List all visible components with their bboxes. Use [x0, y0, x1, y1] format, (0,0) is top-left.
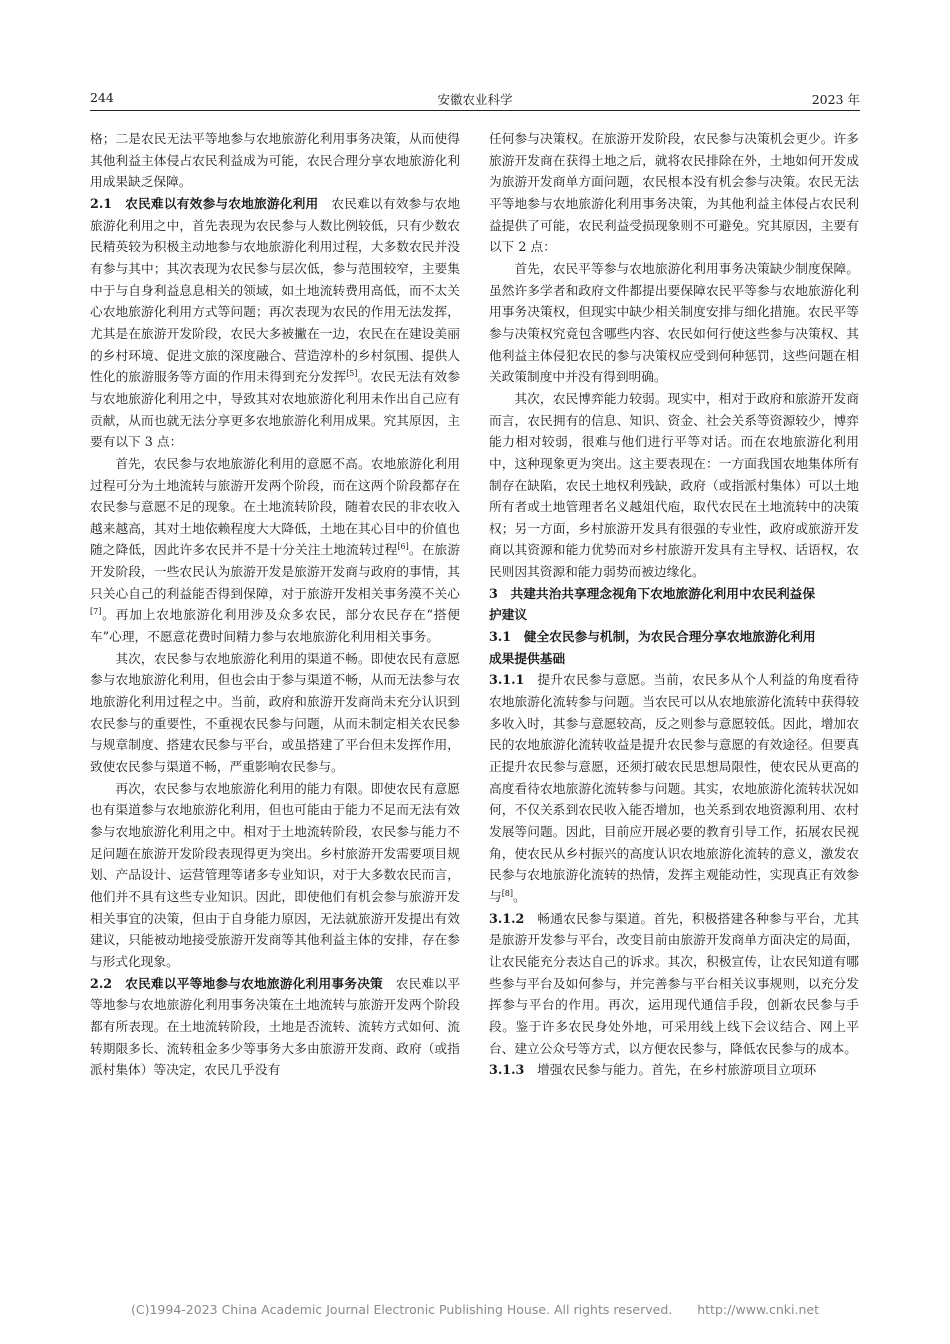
section-3-heading-line-2: 护建议 — [489, 607, 528, 623]
citation-8: [8] — [501, 888, 514, 898]
left-column — [90, 128, 460, 1081]
section-3-heading-line-1: 3 共建共治共享理念视角下农地旅游化利用中农民利益保 — [489, 585, 816, 601]
section-2-2-text: 农民难以平等地参与农地旅游化利用事务决策在土地流转与旅游开发两个阶段都有所表现。在土地流转阶段，土地是否流转、流转方式如何、流转期限多长、流转租金多少等事务大多由旅游开发商、政府（或指派村集体）等决定，农民几乎没有 — [90, 975, 461, 1078]
section-3-1-2-number: 3.1.2 — [489, 910, 525, 926]
citation-7: [7] — [90, 607, 102, 617]
reason-1-text-3: 。再加上农地旅游化利用涉及众多农民，部分农民存在“搭便车”心理，不愿意花费时间精力参与农地旅游化利用相关事务。 — [90, 607, 460, 645]
paragraph-cause-1: 首先，农民平等参与农地旅游化利用事务决策缺少制度保障。虽然许多学者和政府文件都提出要保障农民平等参与农地旅游化利用事务决策权，但现实中缺少相关制度安排与细化措施。农民平等参与决策权究竟包含哪些内容、农民如何行使这些参与决策权、其他利益主体侵犯农民的参与决策权应受到何种惩罚，这些问题在相关政策制度中并没有得到明确。 — [489, 260, 859, 385]
paragraph-reason-1 — [90, 453, 460, 648]
section-3-1-heading-line-1: 3.1 健全农民参与机制，为农民合理分享农地旅游化利用 — [489, 629, 816, 645]
section-3-1-3 — [489, 1059, 859, 1081]
section-3-1-1-text: 提升农民参与意愿。当前，农民多从个人利益的角度看待农地旅游化流转参与问题。当农民可以从农地旅游化流转中获得较多收入时，其参与意愿较高，反之则参与意愿较低。因此，增加农民的农地旅游化流转收益是提升农民参与意愿的有效途径。但要真正提升农民参与意愿，还须打破农民思想局限性，使农民从更高的高度看待农地旅游化流转参与问题。其实，农地旅游化流转状况如何，不仅关系到农民收入能否增加，也关系到农地资源利用、农村发展等问题。因此，目前应开展必要的教育引导工作，拓展农民视角，使农民从乡村振兴的高度认识农地旅游化流转的意义，激发农民参与农地旅游化流转的热情，发挥主观能动性，实现真正有效参与 — [489, 672, 859, 904]
page-number: 244 — [90, 90, 114, 105]
section-2-2 — [90, 973, 460, 1081]
section-2-1-text: 农民难以有效参与农地旅游化利用之中，首先表现为农民参与人数比例较低，只有少数农民精英较为积极主动地参与农地旅游化利用过程，大多数农民并没有参与其中；其次表现为农民参与层次低，参与范围较窄，主要集中于与自身利益息息相关的领域，如土地流转费用高低，而不太关心农地旅游化利用方式等问题；再次表现为农民的作用无法发挥，尤其是在旅游开发阶段，农民大多被撇在一边，农民在在建设美丽的乡村环境、促进文旅的深度融合、营造淳朴的乡村氛围、提供人性化的旅游服务等方面的作用未得到充分发挥 — [90, 195, 461, 385]
paragraph-reason-2: 其次，农民参与农地旅游化利用的渠道不畅。即使农民有意愿参与农地旅游化利用，但也会由于参与渠道不畅，从而无法参与农地旅游化利用过程之中。当前，政府和旅游开发商尚未充分认识到农民参与的重要性，不重视农民参与问题，从而未制定相关农民参与规章制度、搭建农民参与平台，或虽搭建了平台但未发挥作用，致使农民参与渠道不畅，严重影响农民参与。 — [90, 650, 460, 775]
section-3-1-3-text: 增强农民参与能力。首先，在乡村旅游项目立项环 — [524, 1062, 817, 1078]
section-2-1 — [90, 193, 460, 453]
section-3-1-heading-line-2: 成果提供基础 — [489, 650, 566, 666]
section-2-2-heading: 2.2 农民难以平等地参与农地旅游化利用事务决策 — [90, 975, 383, 991]
reason-1-text: 首先，农民参与农地旅游化利用的意愿不高。农地旅游化利用过程可分为土地流转与旅游开发两个阶段，而在这两个阶段都存在农民参与意愿不足的现象。在土地流转阶段，随着农民的非农收入越来越高，其对土地依赖程度大大降低，土地在其心目中的价值也随之降低，因此许多农民并不是十分关注土地流转过程 — [90, 455, 460, 558]
section-3-1-2-text: 畅通农民参与渠道。首先，积极搭建各种参与平台，尤其是旅游开发参与平台，改变目前由旅游开发商单方面决定的局面，让农民能充分表达自己的诉求。其次，积极宣传，让农民知道有哪些参与平台及如何参与，并完善参与平台相关议事规则，以充分发挥参与平台的作用。再次，运用现代通信手段，创新农民参与手段。鉴于许多农民身处外地，可采用线上线下会议结合、网上平台、建立公众号等方式，以方便农民参与，降低农民参与的成本。 — [489, 910, 859, 1056]
paragraph-reason-3: 再次，农民参与农地旅游化利用的能力有限。即使农民有意愿也有渠道参与农地旅游化利用，但也可能由于能力不足而无法有效参与农地旅游化利用之中。相对于土地流转阶段，农民参与能力不足问题在旅游开发阶段表现得更为突出。乡村旅游开发需要项目规划、产品设计、运营管理等诸多专业知识，对于大多数农民而言，他们并不具有这些专业知识。因此，即使他们有机会参与旅游开发相关事宜的决策，但由于自身能力原因，无法就旅游开发提出有效建议，只能被动地接受旅游开发商等其他利益主体的安排，存在参与形式化现象。 — [90, 780, 460, 969]
issue-year: 2023 年 — [811, 92, 860, 107]
journal-title: 安徽农业科学 — [437, 92, 513, 107]
paragraph-continued-right: 任何参与决策权。在旅游开发阶段，农民参与决策机会更少。许多旅游开发商在获得土地之后，就将农民排除在外，土地如何开发成为旅游开发商单方面问题，农民根本没有机会参与决策。农民无法平等地参与农地旅游化利用事务决策，为其他利益主体侵占农民利益提供了可能，农民利益受损现象则不可避免。究其原因，主要有以下 2 点： — [489, 131, 859, 255]
right-column — [489, 128, 859, 1081]
section-3-1-1 — [489, 669, 859, 907]
section-3-1-2 — [489, 908, 859, 1060]
section-2-1-heading: 2.1 农民难以有效参与农地旅游化利用 — [90, 195, 319, 211]
section-3-1-3-number: 3.1.3 — [489, 1062, 525, 1078]
running-header — [90, 88, 860, 111]
paragraph-continued: 格；二是农民无法平等地参与农地旅游化利用事务决策，从而使得其他利益主体侵占农民利益成为可能，农民合理分享农地旅游化利用成果缺乏保障。 — [90, 131, 460, 190]
paragraph-cause-2: 其次，农民博弈能力较弱。现实中，相对于政府和旅游开发商而言，农民拥有的信息、知识、资金、社会关系等资源较少，博弈能力相对较弱，很难与他们进行平等对话。而在农地旅游化利用中，这种现象更为突出。这主要表现在：一方面我国农地集体所有制存在缺陷，农民土地权利残缺，政府（或指派村集体）可以土地所有者或土地管理者名义越俎代庖，取代农民在土地流转中的决策权；另一方面，乡村旅游开发具有很强的专业性，政府或旅游开发商以其资源和能力优势而对乡村旅游开发具有主导权、话语权，农民则因其资源和能力弱势而被边缘化。 — [489, 390, 859, 580]
citation-5: [5] — [346, 369, 358, 379]
section-2-1-text-end: 。农民无法有效参与农地旅游化利用之中，导致其对农地旅游化利用未作出自己应有贡献，从而也就无法分享更多农地旅游化利用成果。究其原因，主要有以下 3 点： — [90, 369, 461, 450]
citation-6: [6] — [397, 542, 409, 552]
section-3-1-1-end: 。 — [513, 888, 526, 904]
reason-1-text-2: 。在旅游开发阶段，一些农民认为旅游开发是旅游开发商与政府的事情，其只关心自己的利益能否得到保障，对于旅游开发相关事务漠不关心 — [90, 542, 461, 601]
section-3-1-1-number: 3.1.1 — [489, 672, 525, 688]
copyright-footer: (C)1994-2023 China Academic Journal Electronic Publishing House. All rights reserved. http://www.cnki.net — [130, 1302, 820, 1317]
